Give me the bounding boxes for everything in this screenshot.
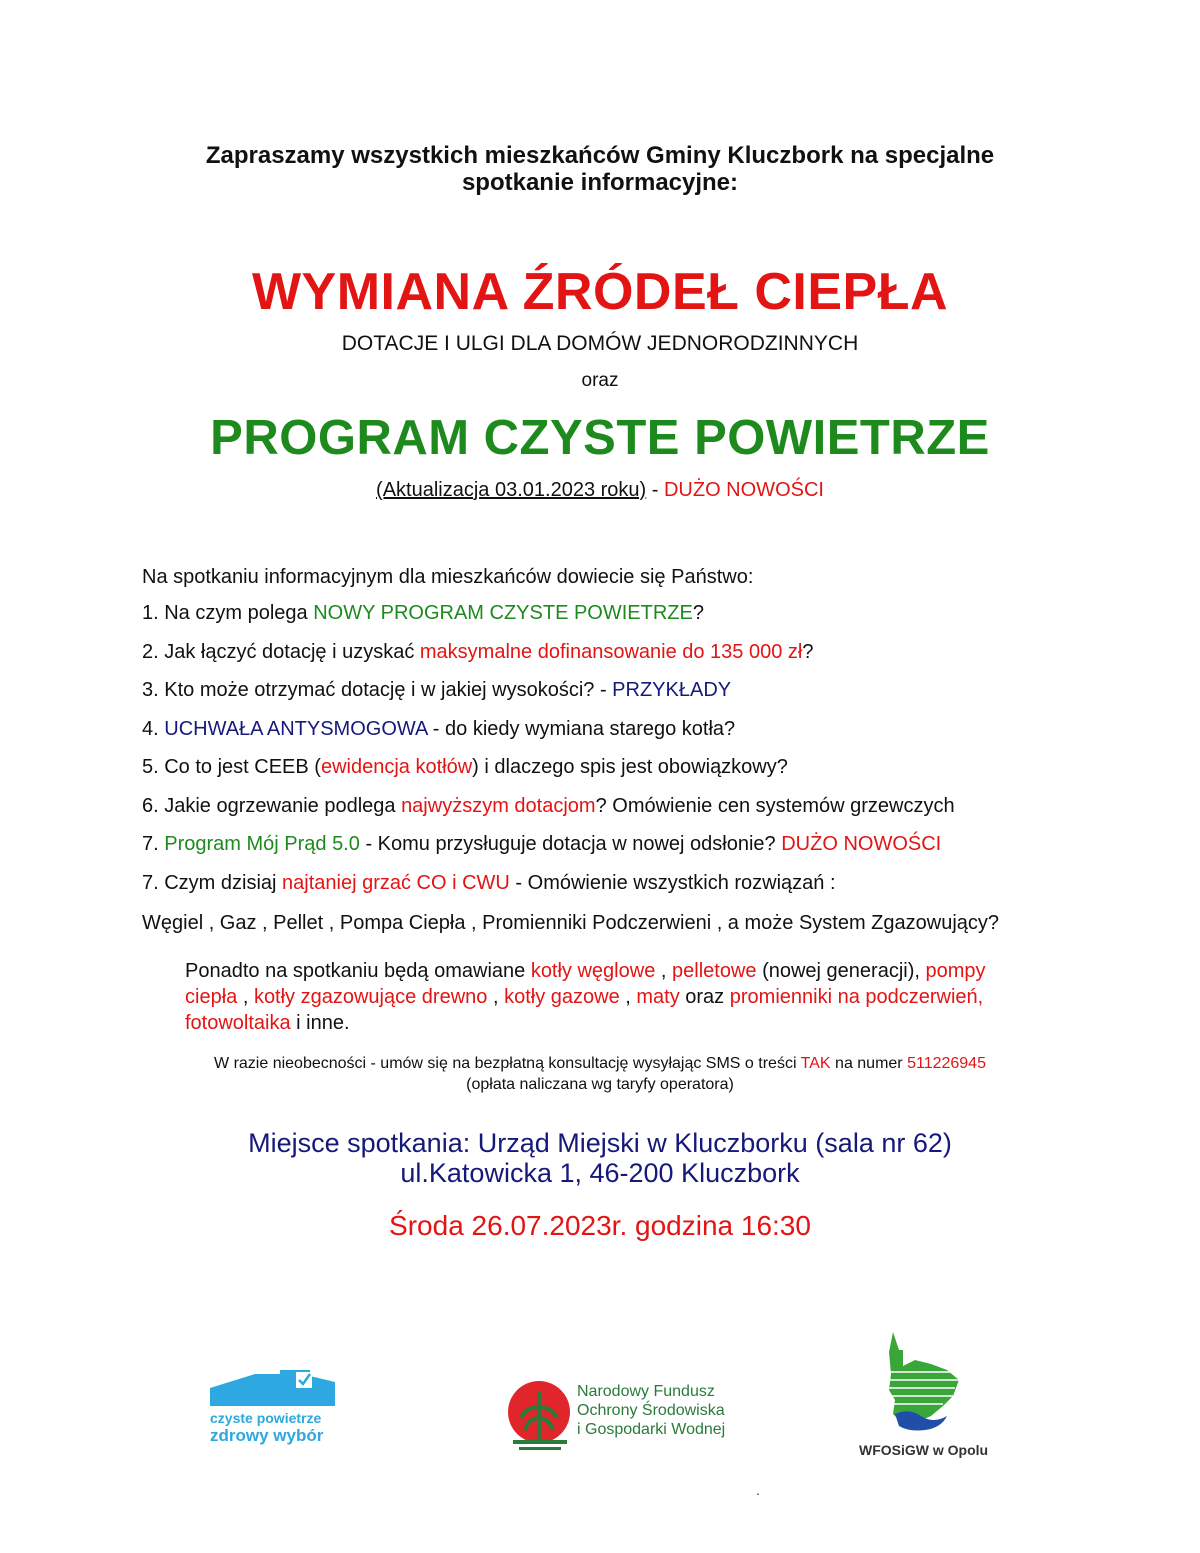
stray-dot: . — [756, 1482, 760, 1498]
item-text: 7. — [142, 833, 165, 855]
wfosigw-opole-logo — [855, 1330, 995, 1465]
also-highlight: maty — [636, 986, 680, 1008]
item-highlight: NOWY PROGRAM CZYSTE POWIETRZE — [313, 602, 693, 624]
list-item — [142, 870, 955, 909]
nfos-line-2: Ochrony Środowiska — [577, 1402, 725, 1419]
subtitle: DOTACJE I ULGI DLA DOMÓW JEDNORODZINNYCH — [341, 332, 859, 355]
also-text: , — [619, 986, 637, 1008]
meeting-place — [0, 1128, 1200, 1188]
opole-region-map-icon — [855, 1330, 965, 1435]
item-text: 4. — [142, 717, 165, 740]
nfos-line-1: Narodowy Fundusz — [577, 1383, 715, 1400]
absence-text: na numer — [830, 1055, 908, 1072]
list-item — [142, 831, 955, 870]
sms-keyword: TAK — [800, 1055, 831, 1072]
item-highlight: Program Mój Prąd 5.0 — [164, 833, 360, 855]
item-highlight: UCHWAŁA ANTYSMOGOWA — [164, 717, 428, 740]
item-highlight: maksymalne dofinansowanie do 135 000 zł — [419, 640, 803, 663]
additional-topics — [185, 958, 1035, 1036]
item-text: 1. Na czym polega — [142, 602, 314, 624]
also-highlight: pelletowe — [672, 960, 757, 982]
item-highlight: DUŻO NOWOŚCI — [781, 833, 942, 855]
also-text: i inne. — [290, 1012, 350, 1034]
absence-note — [0, 1053, 1200, 1095]
item-highlight: PRZYKŁADY — [612, 679, 732, 701]
meeting-date: Środa 26.07.2023r. godzina 16:30 — [389, 1210, 811, 1241]
intro-text — [0, 142, 1200, 196]
intro-line-1: Zapraszamy wszystkich mieszkańców Gminy Kluczbork na specjalne — [205, 142, 995, 169]
also-text: , — [655, 960, 672, 982]
wfosigw-logo-text: WFOSiGW w Opolu — [859, 1442, 989, 1458]
also-text: (nowej generacji), — [756, 960, 926, 982]
nfosigw-logo-text — [577, 1382, 725, 1439]
oraz-connector: oraz — [581, 370, 619, 391]
absence-line-1 — [0, 1053, 1200, 1074]
place-line-2: ul.Katowicka 1, 46-200 Kluczbork — [400, 1158, 800, 1188]
also-highlight: kotły zgazowujące drewno — [253, 986, 488, 1008]
update-line — [0, 479, 1200, 502]
item-text: ? — [692, 602, 704, 624]
intro-line-2: spotkanie informacyjne: — [461, 169, 739, 196]
list-item — [142, 677, 955, 716]
lead-text: Na spotkaniu informacyjnym dla mieszkańców dowiecie się Państwo: — [142, 566, 754, 588]
also-text: , — [487, 986, 505, 1008]
update-separator: - — [646, 479, 664, 501]
nfosigw-logo — [505, 1378, 735, 1463]
cp-logo-text — [210, 1410, 340, 1444]
also-highlight: kotły węglowe — [530, 960, 656, 982]
also-highlight: pompy ciepła — [185, 960, 986, 1008]
item-text: - Omówienie wszystkich rozwiązań : — [509, 871, 836, 894]
item-text: 3. Kto może otrzymać dotację i w jakiej wysokości? - — [142, 679, 613, 701]
update-highlight: DUŻO NOWOŚCI — [663, 479, 824, 501]
fuel-types-line: Węgiel , Gaz , Pellet , Pompa Ciepła , Promienniki Podczerwieni , a może System Zgazowujący? — [142, 912, 1000, 934]
item-highlight: najtaniej grzać CO i CWU — [282, 871, 510, 894]
place-line-1: Miejsce spotkania: Urząd Miejski w Kluczborku (sala nr 62) — [248, 1128, 952, 1158]
phone-number: 511226945 — [907, 1055, 986, 1072]
main-title: WYMIANA ŹRÓDEŁ CIEPŁA — [251, 263, 949, 321]
list-item — [142, 754, 955, 793]
house-roof-icon — [210, 1370, 340, 1410]
item-text: 7. Czym dzisiaj — [142, 871, 283, 894]
also-text: oraz — [679, 986, 730, 1008]
item-text: 6. Jakie ogrzewanie podlega — [142, 794, 402, 817]
item-text: ? — [802, 640, 814, 663]
absence-line-2: (opłata naliczana wg taryfy operatora) — [466, 1076, 734, 1093]
item-text: ) i dlaczego spis jest obowiązkowy? — [472, 756, 788, 778]
item-highlight: najwyższym dotacjom — [401, 794, 596, 817]
czyste-powietrze-logo — [210, 1370, 340, 1460]
nfos-line-3: i Gospodarki Wodnej — [577, 1421, 726, 1438]
list-item — [142, 639, 955, 678]
item-text: 5. Co to jest CEEB ( — [142, 756, 321, 778]
also-text: , — [237, 986, 254, 1008]
list-item — [142, 716, 955, 755]
list-item — [142, 600, 955, 639]
also-text: Ponadto na spotkaniu będą omawiane — [185, 960, 531, 982]
item-text: 2. Jak łączyć dotację i uzyskać — [142, 640, 420, 663]
nfosigw-tree-icon — [505, 1378, 575, 1458]
also-highlight: kotły gazowe — [504, 986, 620, 1008]
item-text: - Komu przysługuje dotacja w nowej odsłonie? — [359, 833, 782, 855]
topics-list — [142, 600, 955, 908]
list-item — [142, 793, 955, 832]
item-text: - do kiedy wymiana starego kotła? — [427, 717, 736, 740]
also-highlight: promienniki na podczerwień, fotowoltaika — [185, 986, 984, 1034]
update-date: (Aktualizacja 03.01.2023 roku) — [376, 479, 647, 501]
cp-line-2: zdrowy wybór — [210, 1426, 324, 1445]
absence-text: W razie nieobecności - umów się na bezpłatną konsultację wysyłając SMS o treści — [214, 1055, 801, 1072]
item-highlight: ewidencja kotłów — [320, 756, 473, 778]
cp-line-1: czyste powietrze — [210, 1410, 322, 1426]
item-text: ? Omówienie cen systemów grzewczych — [595, 794, 955, 817]
program-title: PROGRAM CZYSTE POWIETRZE — [210, 411, 990, 465]
